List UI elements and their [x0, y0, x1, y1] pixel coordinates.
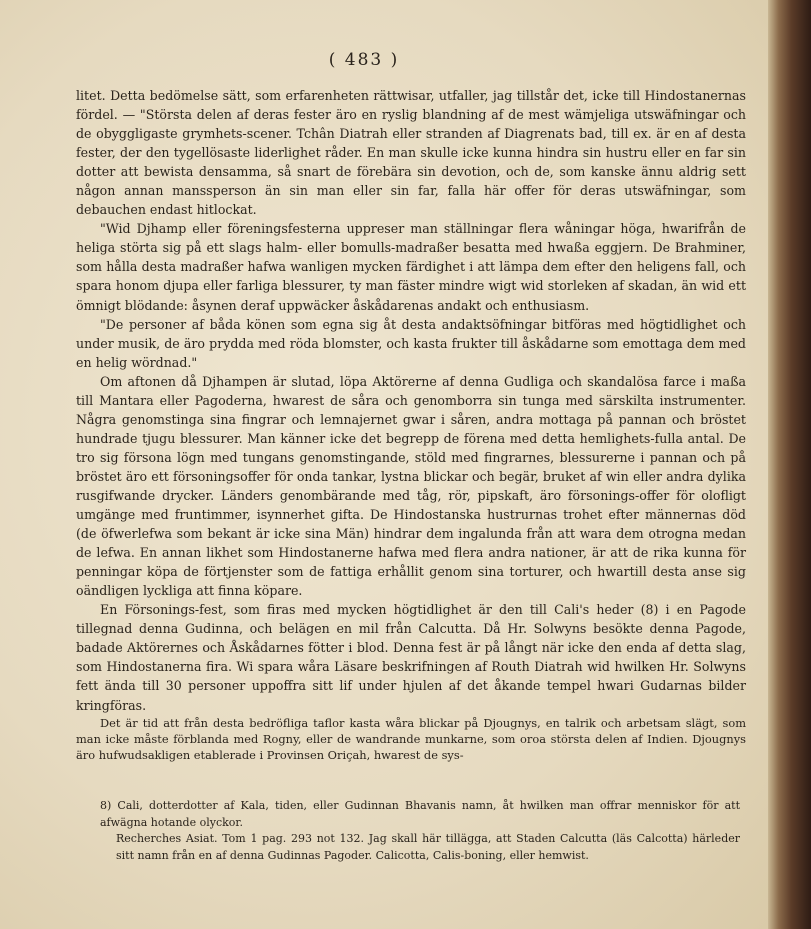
body-text: [76, 86, 746, 763]
paragraph: litet. Detta bedömelse sätt, som erfarenheten rättwisar, utfaller, jag tillstår det, icke till Hindostanernas fördel. — "Största delen af deras fester äro en ryslig blandning af de mest wämjeliga utswäfningar och de obyggligaste grymhets-scener. Tchân Diatrah eller stranden af Diagrenats bad, till ex. är en af desta fester, der den tygellösaste liderlighet råder. En man skulle icke kunna hindra sin hustru eller en far sin dotter att bewista densamma, så snart de förebära sin devotion, och de, som kanske ännu aldrig sett någon annan manssperson än sin man eller sin far, falla här offer för deras utswäfningar, som debauchen endast hitlockat.: [76, 88, 746, 218]
paragraph: Om aftonen då Djhampen är slutad, löpa Aktörerne af denna Gudliga och skandalösa farce i maßa till Mantara eller Pagoderna, hwarest de såra och genomborra sin tunga med särskilta instrumenter. Några genomstinga sina fingrar och lemnajernet gwar i såren, andra mottaga på pannan och bröstet hundrade tjugu blessurer. Man känner icke det begrepp de förena med detta hemlighets-fulla antal. De tro sig försona lögn med tungans genomstingande, stöld med fingrarnes, blessurerne i pannan och på bröstet äro ett försoningsoffer för onda tankar, lystna blickar och begär, bruket af win eller andra dylika rusgifwande drycker. Länders genombärande med tåg, rör, pipskaft, äro försonings-offer för olofligt umgänge med fruntimmer, isynnerhet gifta. De Hindostanska hustrurnas trohet efter männernas död (de öfwerlefwa som bekant är icke sina Män) hindrar dem ingalunda från att wara dem otrogna medan de lefwa. En annan likhet som Hindostanerne hafwa med flera andra nationer, är att de rika kunna för penningar köpa de förtjenster som de fattiga erhållit genom sina torturer, och hwartill desta anse sig oändligen lyckliga att finna köpare.: [76, 373, 746, 599]
book-binding: [768, 0, 811, 929]
paragraph: En Försonings-fest, som firas med mycken högtidlighet är den till Cali's heder (8) i en Pagode tillegnad denna Gudinna, och belägen en mil från Calcutta. Då Hr. Solwyns besökte denna Pagode, badade Aktörernes och Åskådarnes fötter i blod. Denna fest är på långt när icke den enda af detta slag, som Hindostanerna fira. Wi spara wåra Läsare beskrifningen af Routh Diatrah wid hwilken Hr. Solwyns fett ända till 30 personer uppoffra sitt lif under hjulen af det åkande tempel hwari Gudarnas bilder kringföras.: [76, 602, 746, 713]
footnote-line: 8) Cali, dotterdotter af Kala, tiden, eller Gudinnan Bhavanis namn, åt hwilken man offrar menniskor för att afwägna hotande olyckor.: [100, 799, 740, 829]
paragraph: Det är tid att från desta bedröfliga taflor kasta wåra blickar på Djougnys, en talrik och arbetsam slägt, som man icke måste förblanda med Rogny, eller de wandrande munkarne, som oroa största delen af Indien. Djougnys äro hufwudsakligen etablerade i Provinsen Oriçah, hwarest de sys-: [76, 715, 746, 762]
footnote: [100, 798, 740, 864]
paragraph: "Wid Djhamp eller föreningsfesterna uppreser man ställningar flera wåningar höga, hwarifrån de heliga störta sig på ett slags halm- eller bomulls-madraßer besatta med hwaßa eggjern. De Brahminer, som hålla desta madraßer hafwa wanligen mycken färdighet i att lämpa dem efter den heligens fall, och spara honom djupa eller farliga blessurer, ty man fäster mindre wigt wid storleken af skadan, än wid ett ömnigt blödande: åsynen deraf uppwäcker åskådarenas andakt och enthusiasm.: [76, 221, 746, 313]
footnote-line: Recherches Asiat. Tom 1 pag. 293 not 132. Jag skall här tillägga, att Staden Calcutta (läs Calcotta) härleder sitt namn från en af denna Gudinnas Pagoder. Calicotta, Calis-boning, eller hemwist.: [116, 832, 740, 862]
paragraph: "De personer af båda könen som egna sig åt desta andaktsöfningar bitföras med högtidlighet och under musik, de äro prydda med röda blomster, och kasta frukter till åskådarne som emottaga dem med en helig wördnad.": [76, 316, 746, 370]
page-number: ( 483 ): [328, 50, 400, 70]
